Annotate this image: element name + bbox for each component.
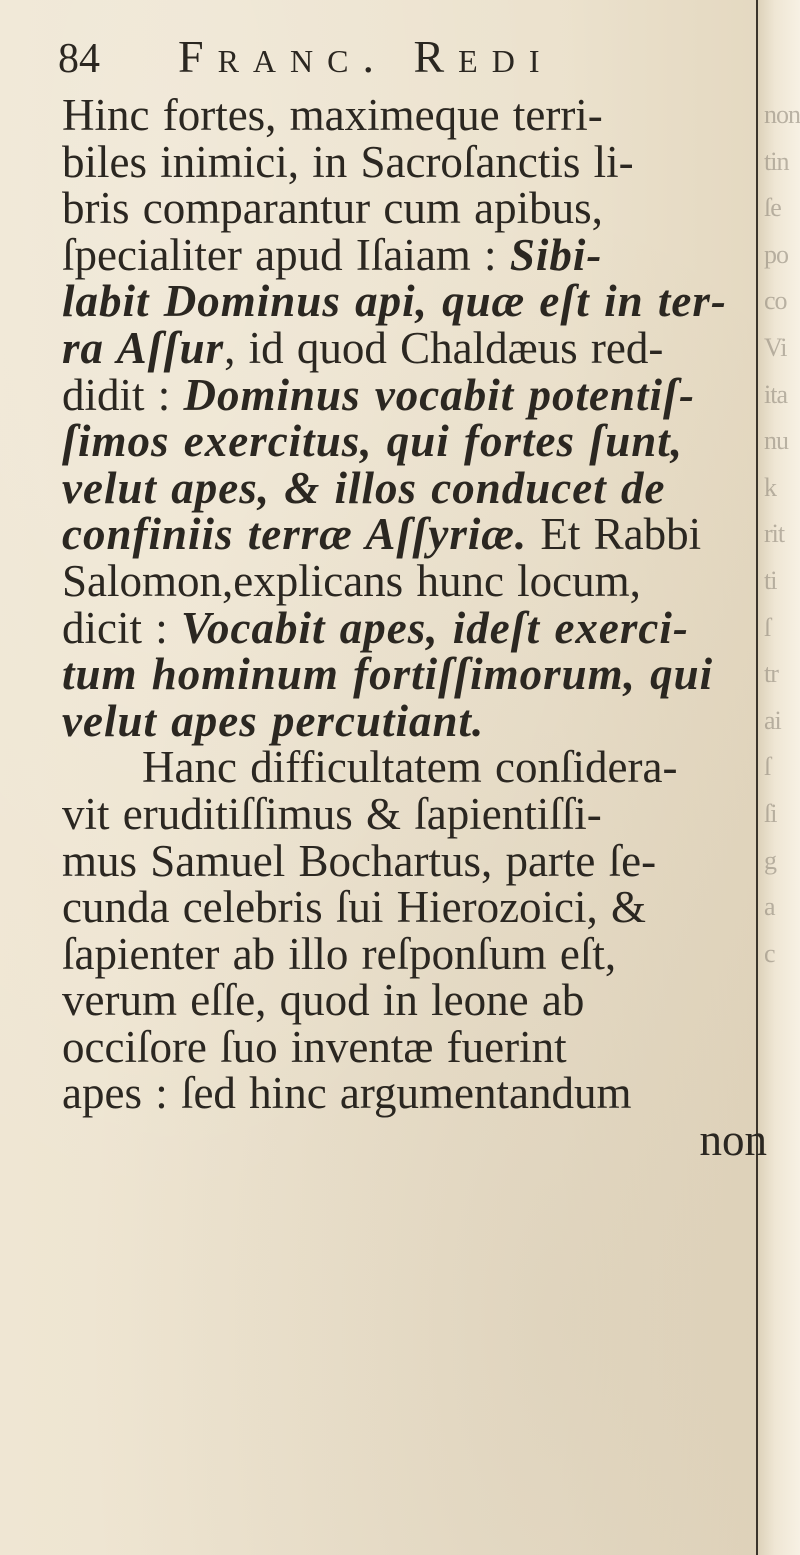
italic-text-segment: ra Aſſur (62, 322, 225, 373)
author-header: Franc. Redi (178, 31, 554, 82)
text-line (62, 185, 767, 232)
facing-page-fragment: ai (764, 705, 781, 735)
text-line (62, 278, 767, 325)
text-segment: ſpecialiter apud Iſaiam : (62, 229, 510, 280)
text-line (62, 1117, 767, 1164)
text-segment: Salomon,explicans hunc locum, (62, 555, 641, 606)
italic-text-segment: Sibi- (509, 229, 603, 280)
text-segment: apes : ſed hinc argumentandum (62, 1068, 632, 1119)
text-segment: mus Samuel Bochartus, parte ſe- (62, 835, 657, 886)
text-line (62, 1070, 767, 1117)
facing-page-fragment: tr (764, 659, 778, 689)
text-line (62, 884, 767, 931)
italic-text-segment: ſimos exercitus, qui fortes ſunt, (62, 416, 684, 467)
text-line (62, 835, 767, 886)
italic-text-segment: labit Dominus api, quæ eſt in ter- (62, 276, 727, 327)
text-segment: biles inimici, in Sacroſanctis li- (62, 136, 634, 187)
facing-page-fragment: c (764, 938, 775, 968)
page-number: 84 (58, 36, 100, 82)
text-segment: didit : (62, 369, 184, 420)
text-segment: dicit : (62, 602, 181, 653)
text-line (62, 418, 767, 465)
text-line (62, 651, 767, 698)
text-segment: ſapienter ab illo reſponſum eſt, (62, 928, 617, 979)
text-line (62, 229, 767, 280)
facing-page-fragment: ſ (764, 752, 771, 782)
facing-page-fragment: po (764, 239, 788, 269)
text-line (62, 602, 767, 653)
text-segment: cunda celebris ſui Hierozoici, & (62, 882, 647, 933)
text-line (62, 555, 767, 606)
text-line (62, 369, 767, 420)
text-line (62, 462, 767, 513)
facing-page-fragment: co (764, 286, 787, 316)
facing-page-fragment: rit (764, 519, 785, 549)
italic-text-segment: confiniis terræ Aſſyriæ. (62, 509, 528, 560)
facing-page-fragment: ita (764, 379, 787, 409)
text-segment: non (699, 1115, 767, 1166)
text-line (62, 92, 767, 139)
text-line (62, 511, 767, 558)
text-line (62, 695, 767, 746)
facing-page-fragment: ſi (764, 799, 777, 828)
text-segment: Et Rabbi (527, 509, 702, 560)
text-line (62, 322, 767, 373)
italic-text-segment: velut apes percutiant. (62, 695, 485, 746)
facing-page-fragment: Vi (764, 333, 787, 362)
text-segment: vit eruditiſſimus & ſapientiſſi- (62, 788, 602, 839)
text-segment: Hinc fortes, maximeque terri- (62, 90, 603, 140)
italic-text-segment: tum hominum fortiſſimorum, qui (62, 649, 714, 700)
text-line (62, 977, 767, 1024)
text-line (62, 928, 767, 979)
italic-text-segment: velut apes, & illos conducet de (62, 462, 666, 513)
body-text (62, 92, 767, 1164)
facing-page-fragment: tin (764, 146, 789, 176)
italic-text-segment: Dominus vocabit potentiſ- (183, 369, 696, 420)
text-segment: , id quod Chaldæus red- (224, 322, 664, 373)
running-head (58, 30, 553, 90)
facing-page-fragment: non (764, 100, 800, 129)
text-segment: bris comparantur cum apibus, (62, 183, 603, 234)
italic-text-segment: Vocabit apes, ideſt exerci- (180, 602, 689, 653)
text-line (62, 136, 767, 187)
facing-page-fragment: ſ (764, 612, 771, 642)
text-line (62, 744, 767, 791)
text-line (62, 1021, 767, 1072)
facing-page-fragment: ſe (764, 193, 781, 223)
text-segment: occiſore ſuo inventæ fuerint (62, 1021, 567, 1072)
text-line (62, 788, 767, 839)
facing-page-fragment: ti (764, 566, 777, 595)
facing-page-fragment: nu (764, 426, 788, 456)
facing-page-fragment: k (764, 472, 776, 502)
text-segment: verum eſſe, quod in leone ab (62, 975, 585, 1026)
facing-page-fragment: a (764, 892, 775, 922)
facing-page-fragment: g (764, 845, 776, 875)
text-segment: Hanc difficultatem conſidera- (142, 742, 678, 793)
